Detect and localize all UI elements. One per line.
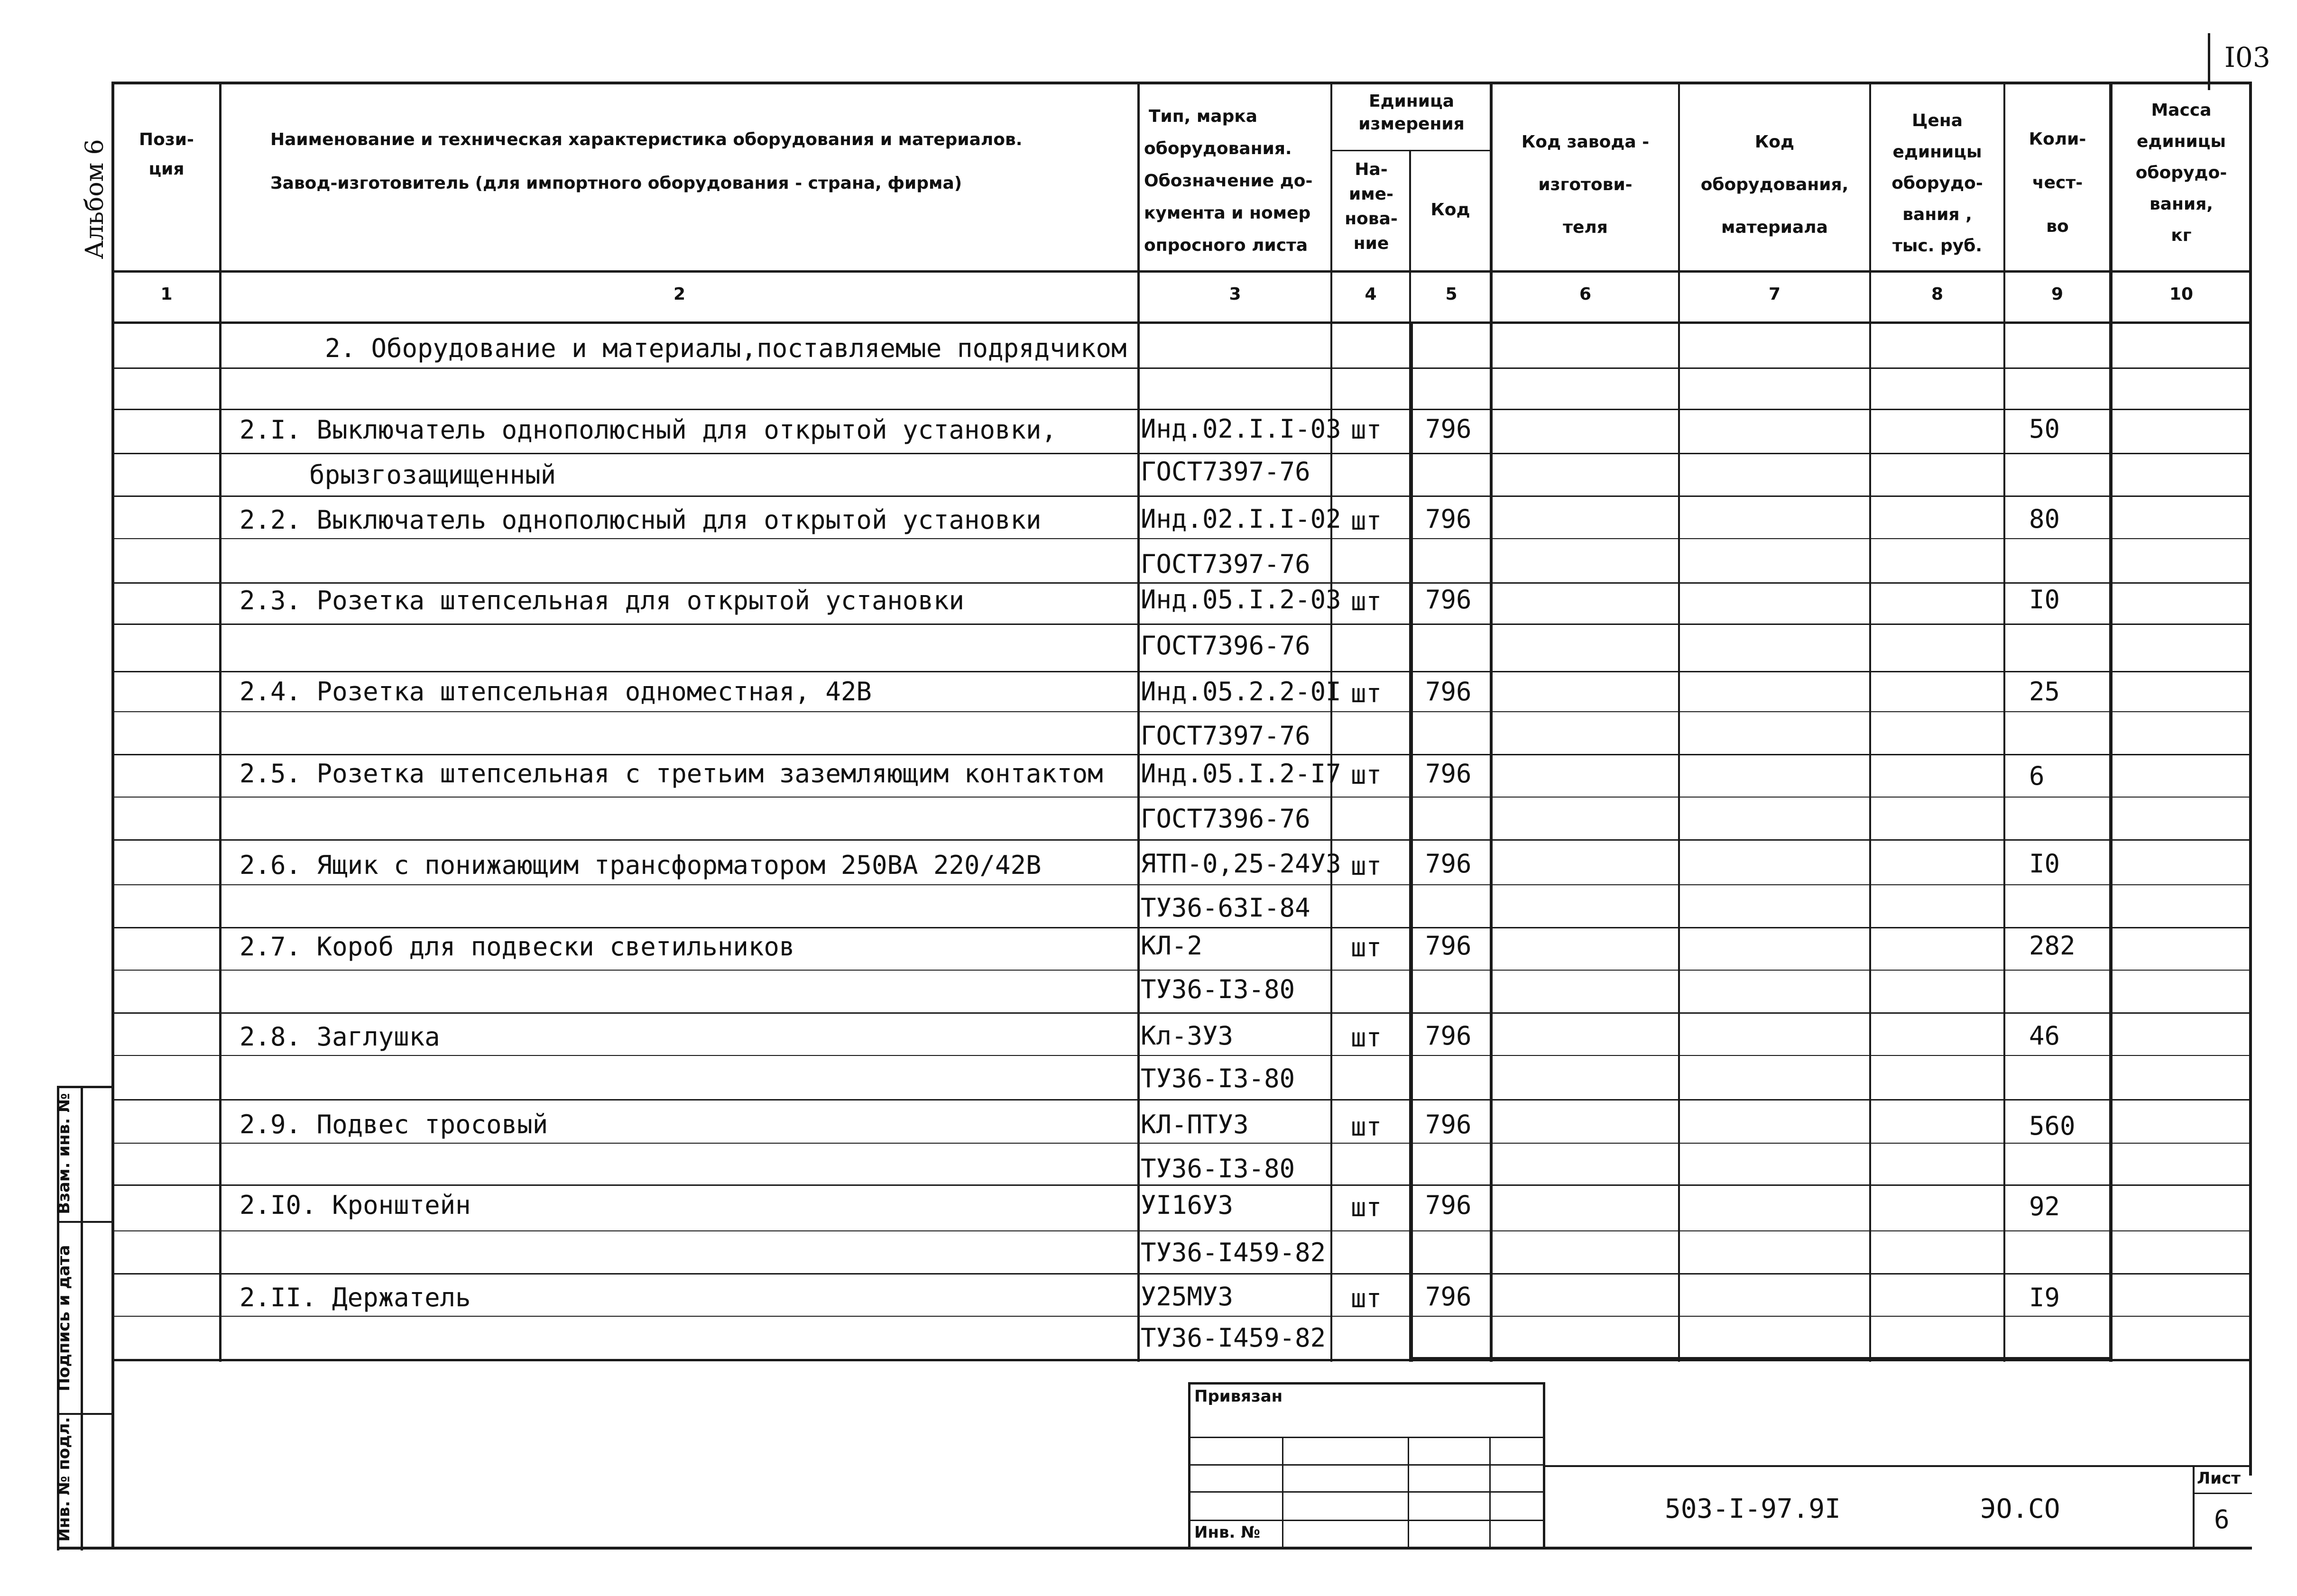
column-number: 8 xyxy=(1931,284,1944,304)
header-mass: Масса единицы оборудо- вания, кг xyxy=(2135,101,2227,245)
item-qty: I9 xyxy=(2029,1283,2060,1312)
item-unit: шт xyxy=(1351,587,1382,616)
item-doc: ГОСТ7397-76 xyxy=(1141,457,1310,486)
item-unit: шт xyxy=(1351,415,1382,445)
column-number: 9 xyxy=(2051,284,2064,304)
stamp-signature-date: Подпись и дата xyxy=(55,1245,74,1392)
header-position: Пози- ция xyxy=(139,130,194,179)
item-code: 796 xyxy=(1425,585,1472,615)
item-doc: ГОСТ7396-76 xyxy=(1141,631,1310,660)
column-number: 5 xyxy=(1445,284,1458,304)
column-number: 10 xyxy=(2169,284,2194,304)
item-code: 796 xyxy=(1425,677,1472,706)
item-qty: I0 xyxy=(2029,849,2060,879)
column-number: 3 xyxy=(1229,284,1241,304)
item-code: 796 xyxy=(1425,414,1472,444)
item-qty: 50 xyxy=(2029,414,2060,444)
item-name: 2.2. Выключатель однополюсный для открытой установки xyxy=(240,505,1042,535)
item-qty: 25 xyxy=(2029,677,2060,706)
item-code: 796 xyxy=(1425,1190,1472,1220)
item-doc: ТУ36-I3-80 xyxy=(1141,1064,1295,1093)
header-factory-code: Код завода - изготови- теля xyxy=(1521,132,1650,237)
header-unit-group: Единица измерения xyxy=(1358,92,1465,134)
item-doc: ТУ36-63I-84 xyxy=(1141,893,1310,923)
column-number: 4 xyxy=(1365,284,1377,304)
item-unit: шт xyxy=(1351,760,1382,790)
item-type: ЯТП-0,25-24У3 xyxy=(1141,849,1341,879)
item-name: 2.3. Розетка штепсельная для открытой установки xyxy=(240,586,965,615)
stamp-replace-inv: Взам. инв. № xyxy=(55,1093,74,1214)
column-number: 6 xyxy=(1579,284,1592,304)
column-number: 2 xyxy=(673,284,686,304)
item-unit: шт xyxy=(1351,506,1382,536)
stamp-inv-original: Инв. № подл. xyxy=(55,1417,74,1542)
item-qty: 560 xyxy=(2029,1111,2076,1141)
item-type: У25МУ3 xyxy=(1141,1282,1234,1312)
item-doc: ТУ36-I3-80 xyxy=(1141,974,1295,1004)
item-code: 796 xyxy=(1425,504,1472,534)
item-doc: ГОСТ7397-76 xyxy=(1141,549,1310,579)
item-doc: ТУ36-I3-80 xyxy=(1141,1154,1295,1183)
item-code: 796 xyxy=(1425,849,1472,879)
item-code: 796 xyxy=(1425,1282,1472,1312)
item-doc: ТУ36-I459-82 xyxy=(1141,1323,1326,1353)
document-code: 503-I-97.9I xyxy=(1665,1494,1841,1524)
item-unit: шт xyxy=(1351,679,1382,708)
header-equipment-code: Код оборудования, материала xyxy=(1700,132,1849,237)
item-type: Инд.02.I.I-03 xyxy=(1141,414,1341,444)
item-type: УI16У3 xyxy=(1141,1190,1234,1220)
item-type: КЛ-ПТУ3 xyxy=(1141,1110,1249,1139)
item-doc: ТУ36-I459-82 xyxy=(1141,1238,1326,1267)
item-qty: I0 xyxy=(2029,585,2060,615)
header-unit-code: Код xyxy=(1430,200,1470,220)
item-qty: 282 xyxy=(2029,931,2076,961)
page-corner-number: I03 xyxy=(2224,41,2270,73)
item-code: 796 xyxy=(1425,1110,1472,1139)
sheet-number: 6 xyxy=(2214,1504,2230,1534)
album-label: Альбом 6 xyxy=(81,139,109,259)
header-quantity: Коли- чест- во xyxy=(2029,129,2086,236)
item-unit: шт xyxy=(1351,1192,1382,1222)
item-qty: 46 xyxy=(2029,1021,2060,1051)
item-type: Инд.02.I.I-02 xyxy=(1141,504,1341,534)
item-name: 2.4. Розетка штепсельная одноместная, 42В xyxy=(240,677,872,706)
item-code: 796 xyxy=(1425,1021,1472,1051)
item-name: 2.5. Розетка штепсельная с третьим заземляющим контактом xyxy=(240,759,1103,789)
item-type: Инд.05.I.2-03 xyxy=(1141,585,1341,615)
column-number: 7 xyxy=(1768,284,1781,304)
stamp-privyazan: Привязан xyxy=(1194,1387,1283,1406)
item-type: КЛ-2 xyxy=(1141,931,1203,961)
item-code: 796 xyxy=(1425,931,1472,961)
item-name: 2.I0. Кронштейн xyxy=(240,1190,471,1220)
item-name: 2.I. Выключатель однополюсный для открытой установки, xyxy=(240,415,1057,445)
column-number: 1 xyxy=(160,284,173,304)
item-unit: шт xyxy=(1351,1112,1382,1142)
item-doc: ГОСТ7396-76 xyxy=(1141,804,1310,834)
item-name: 2.6. Ящик с понижающим трансформатором 250ВА 220/42В xyxy=(240,850,1042,880)
item-name: 2.7. Короб для подвески светильников xyxy=(240,932,795,962)
item-qty: 92 xyxy=(2029,1192,2060,1221)
header-price: Цена единицы оборудо- вания , тыс. руб. xyxy=(1891,111,1983,256)
sheet-code: ЭО.СО xyxy=(1980,1494,2060,1524)
item-unit: шт xyxy=(1351,1284,1382,1313)
header-unit-name: На- име- нова- ние xyxy=(1345,160,1398,253)
item-name-cont: брызгозащищенный xyxy=(309,460,556,490)
stamp-inv-no: Инв. № xyxy=(1194,1523,1261,1542)
item-unit: шт xyxy=(1351,851,1382,881)
sheet-label: Лист xyxy=(2197,1469,2241,1488)
item-doc: ГОСТ7397-76 xyxy=(1141,721,1310,751)
section-title: 2. Оборудование и материалы,поставляемые подрядчиком xyxy=(325,333,1127,363)
item-qty: 80 xyxy=(2029,504,2060,534)
item-unit: шт xyxy=(1351,933,1382,963)
item-qty: 6 xyxy=(2029,761,2045,791)
item-name: 2.II. Держатель xyxy=(240,1283,471,1312)
item-name: 2.8. Заглушка xyxy=(240,1022,440,1052)
item-name: 2.9. Подвес тросовый xyxy=(240,1110,548,1139)
item-unit: шт xyxy=(1351,1023,1382,1053)
item-type: Инд.05.I.2-I7 xyxy=(1141,759,1341,789)
item-code: 796 xyxy=(1425,759,1472,789)
header-type: Тип, марка оборудования. Обозначение до- кумента и номер опросного листа xyxy=(1144,107,1313,255)
header-name: Наименование и техническая характеристика оборудования и материалов. Завод-изготовитель (для импортного оборудования - страна, фирма) xyxy=(270,130,1023,193)
item-type: Инд.05.2.2-0I xyxy=(1141,677,1341,706)
item-type: Кл-3У3 xyxy=(1141,1021,1234,1051)
